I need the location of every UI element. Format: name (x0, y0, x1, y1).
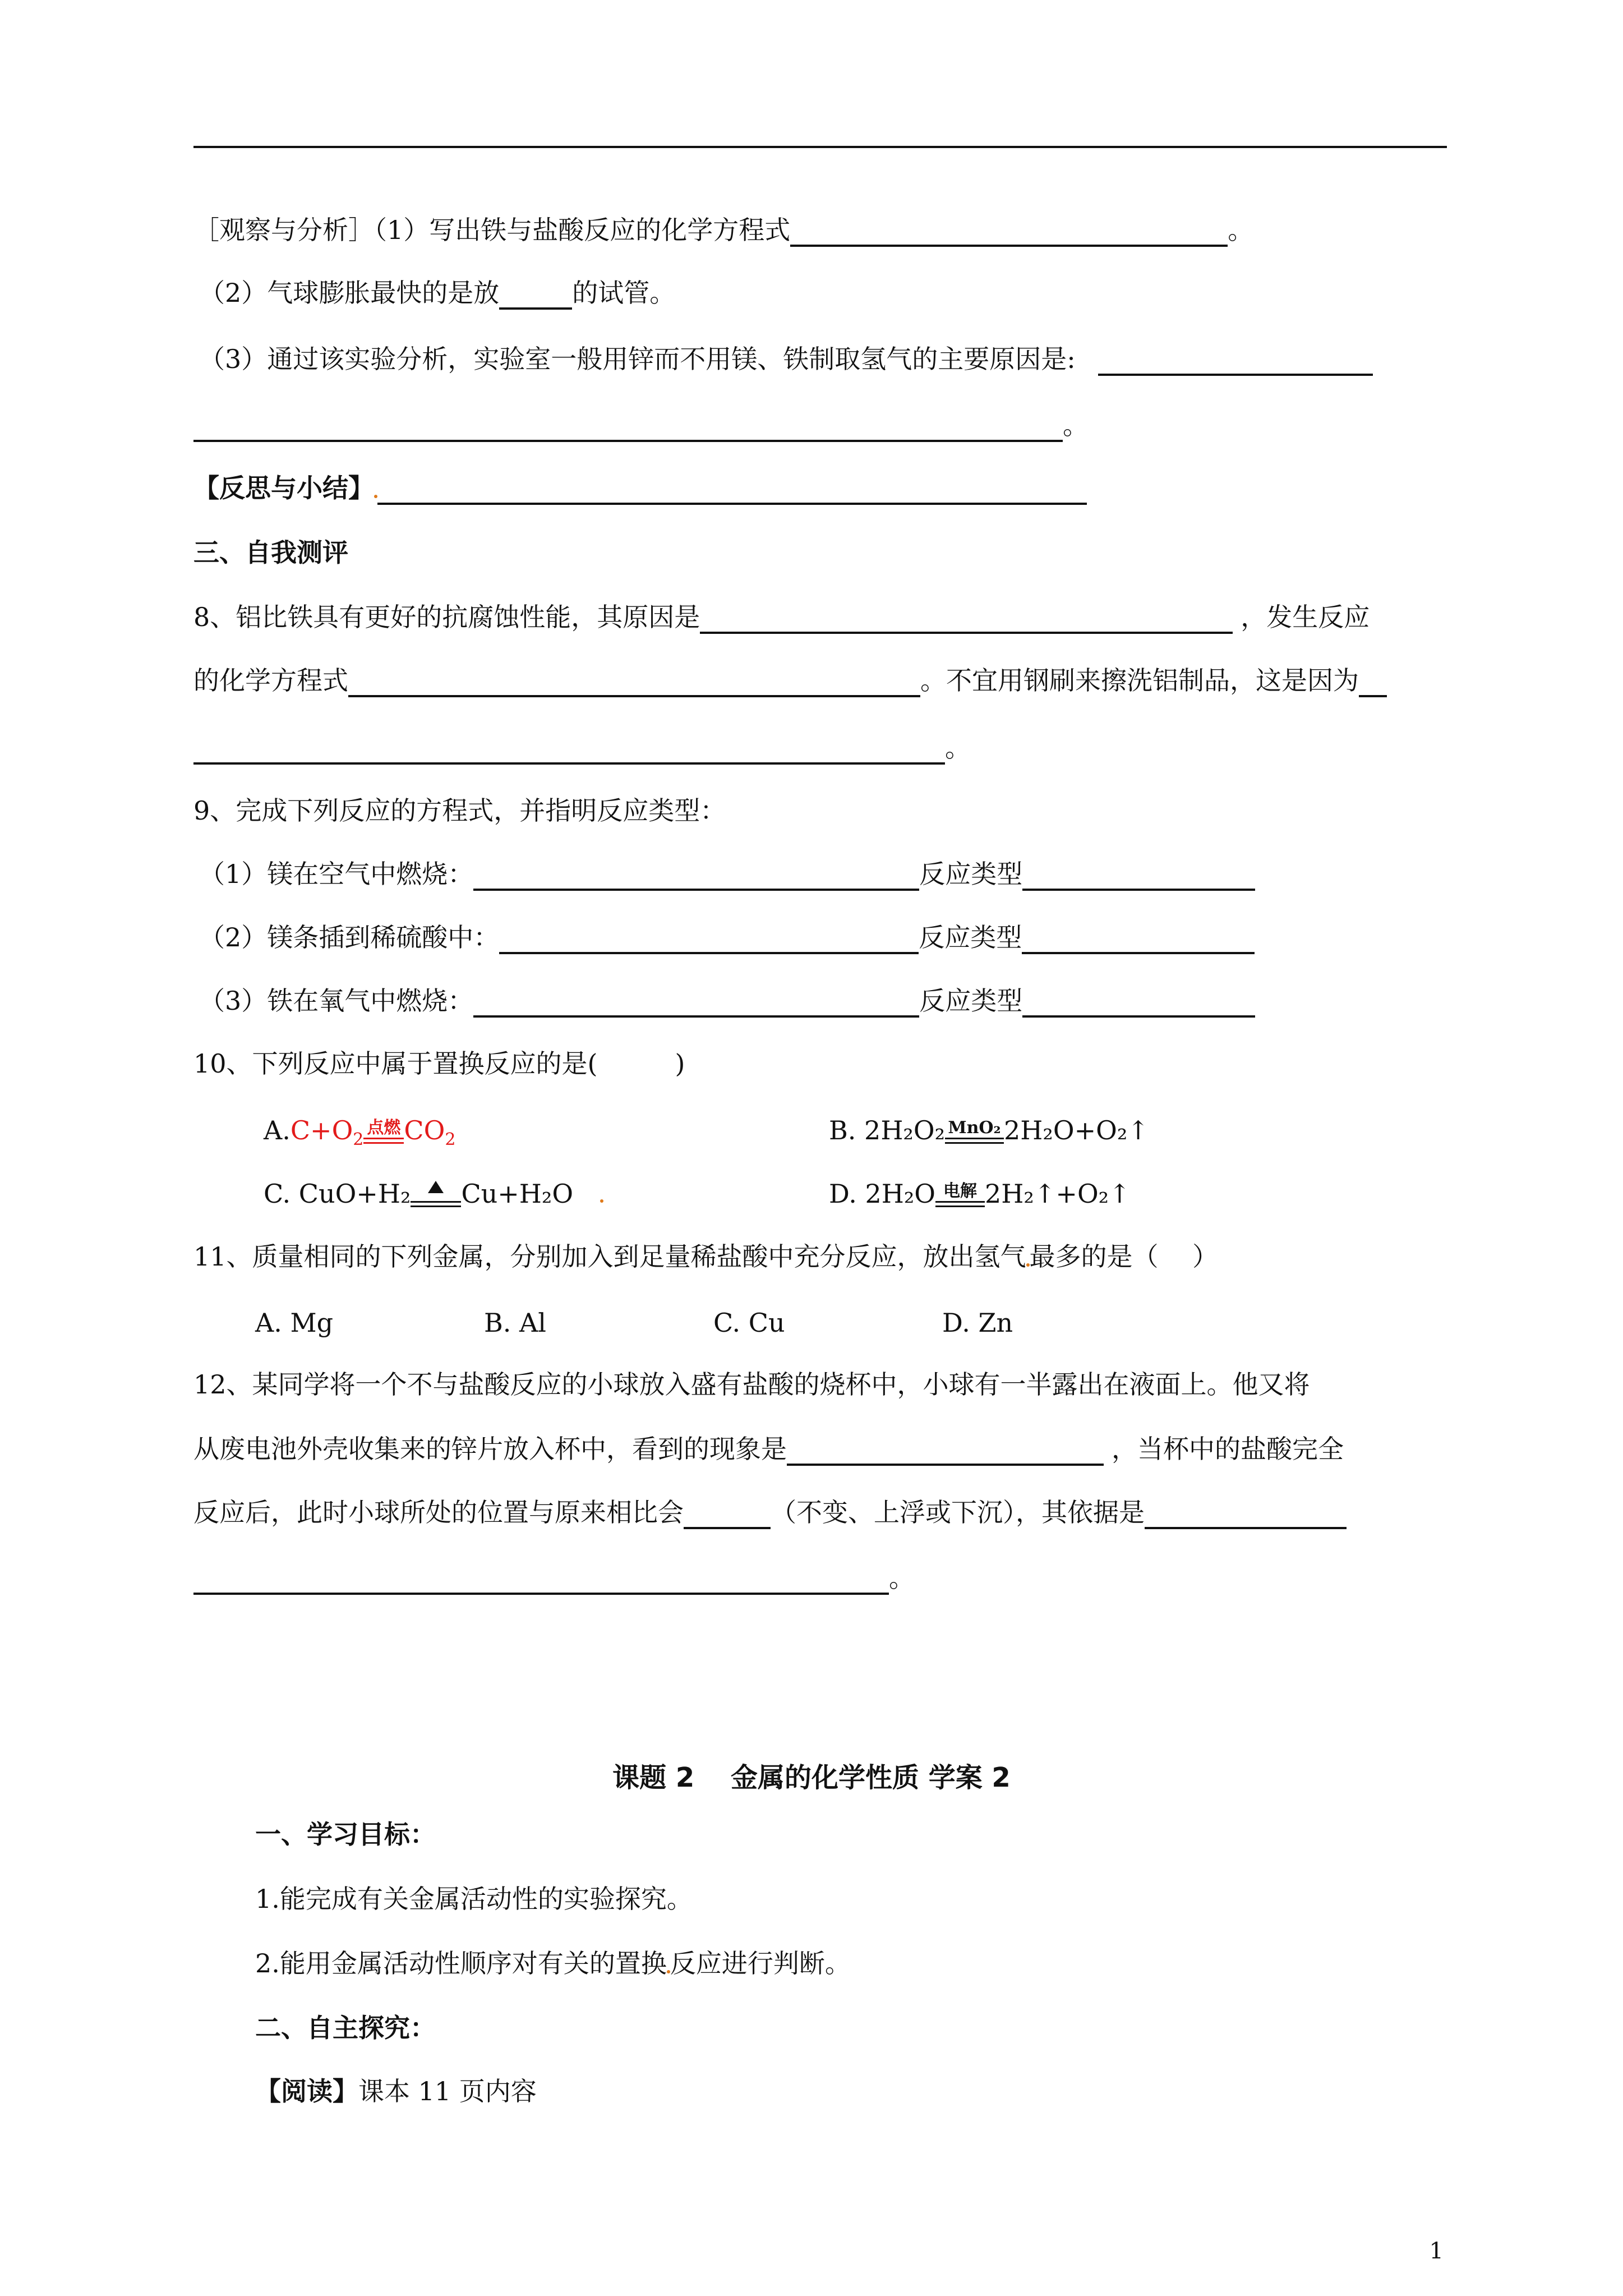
answer-blank[interactable] (193, 1563, 889, 1595)
reaction-arrow: 点燃 (363, 1138, 404, 1144)
q9-stem: 9、完成下列反应的方程式，并指明反应类型： (193, 795, 726, 826)
q12-line-4: 。 (193, 1561, 915, 1595)
q11-option-d[interactable]: D. Zn (942, 1308, 1013, 1338)
reflection-line (193, 471, 1087, 505)
heat-arrow (411, 1201, 461, 1207)
answer-blank[interactable] (193, 411, 1063, 442)
q10-option-b[interactable]: B. 2H₂O₂ MnO₂ 2H₂O+O₂↑ (829, 1115, 1149, 1145)
q12-line-2: 从废电池外壳收集来的锌片放入杯中，看到的现象是 ，当杯中的盐酸完全 (193, 1432, 1344, 1466)
obs-question-3-cont: 。 (193, 408, 1089, 442)
goals-heading: 一、学习目标： (255, 1819, 436, 1849)
answer-blank[interactable] (684, 1498, 771, 1529)
q11-option-b[interactable]: B. Al (484, 1308, 546, 1338)
q9-item-1: （1）镁在空气中燃烧： 反应类型 (199, 857, 1255, 891)
answer-blank[interactable] (1022, 923, 1255, 954)
q10-option-d[interactable]: D. 2H₂O 电解 2H₂↑+O₂↑ (829, 1179, 1131, 1209)
answer-blank[interactable] (1145, 1498, 1347, 1529)
answer-blank[interactable] (499, 923, 919, 954)
answer-blank[interactable] (377, 473, 1087, 505)
explore-heading: 二、自主探究： (255, 2013, 436, 2043)
goal-2: 2.能用金属活动性顺序对有关的置换 反应进行判断。 (255, 1948, 851, 1978)
reading-label: 【阅读】 (255, 2076, 358, 2106)
q12-line-1: 12、某同学将一个不与盐酸反应的小球放入盛有盐酸的烧杯中，小球有一半露出在液面上。他又将 (193, 1369, 1310, 1400)
q9-item-2: （2）镁条插到稀硫酸中： 反应类型 (199, 921, 1255, 954)
goal-1: 1.能完成有关金属活动性的实验探究。 (255, 1884, 693, 1914)
heat-triangle-icon (428, 1181, 444, 1193)
reading-line: 【阅读】课本 11 页内容 (255, 2076, 537, 2106)
q10-option-c[interactable]: C. CuO+H₂ Cu+H₂O (264, 1179, 574, 1209)
answer-blank[interactable] (473, 986, 919, 1018)
q11-option-c[interactable]: C. Cu (713, 1308, 785, 1338)
q10-stem: 10、下列反应中属于置换反应的是( ) (193, 1048, 685, 1079)
marker-dot (600, 1199, 603, 1203)
answer-blank[interactable] (790, 215, 1228, 247)
answer-blank[interactable] (348, 666, 920, 697)
header-rule (193, 146, 1447, 148)
answer-blank[interactable] (1022, 986, 1255, 1018)
q11-option-a[interactable]: A. Mg (255, 1308, 334, 1338)
answer-blank[interactable] (1359, 666, 1387, 697)
answer-blank[interactable] (499, 278, 572, 310)
answer-blank[interactable] (193, 733, 945, 765)
obs-question-3: （3）通过该实验分析，实验室一般用锌而不用镁、铁制取氢气的主要原因是: (199, 342, 1373, 376)
q8-line-2: 的化学方程式 。不宜用钢刷来擦洗铝制品，这是因为 (193, 664, 1387, 697)
reaction-arrow: 电解 (935, 1201, 985, 1207)
answer-blank[interactable] (1022, 859, 1255, 891)
answer-blank[interactable] (473, 859, 919, 891)
q10-option-a[interactable]: $A.C+O_2$ 点燃 $CO_2$ (264, 1115, 456, 1149)
obs-question-2: （2）气球膨胀最快的是放 的试管。 (199, 276, 675, 310)
obs-question-1: ［观察与分析］（1）写出铁与盐酸反应的化学方程式 。 (193, 213, 1253, 247)
q12-line-3: 反应后，此时小球所处的位置与原来相比会 （不变、上浮或下沉），其依据是 (193, 1496, 1347, 1529)
answer-blank[interactable] (1098, 344, 1373, 376)
page-number: 1 (1429, 2238, 1444, 2264)
obs-q1-text: ［观察与分析］（1）写出铁与盐酸反应的化学方程式 (193, 215, 791, 245)
lesson-title: 课题 2 金属的化学性质 学案 2 (612, 1762, 1011, 1793)
q8-line-3: 。 (193, 731, 971, 765)
answer-blank[interactable] (787, 1434, 1104, 1466)
q11-stem: 11、质量相同的下列金属，分别加入到足量稀盐酸中充分反应，放出氢气 最多的是（ ） (193, 1241, 1219, 1272)
reaction-arrow: MnO₂ (945, 1138, 1004, 1144)
q8-line-1: 8、铝比铁具有更好的抗腐蚀性能，其原因是 ，发生反应 (193, 600, 1370, 634)
section-heading: 三、自我测评 (193, 537, 348, 568)
answer-blank[interactable] (700, 602, 1233, 634)
reflection-label: 【反思与小结】 (193, 473, 374, 503)
q9-item-3: （3）铁在氧气中燃烧： 反应类型 (199, 984, 1255, 1018)
